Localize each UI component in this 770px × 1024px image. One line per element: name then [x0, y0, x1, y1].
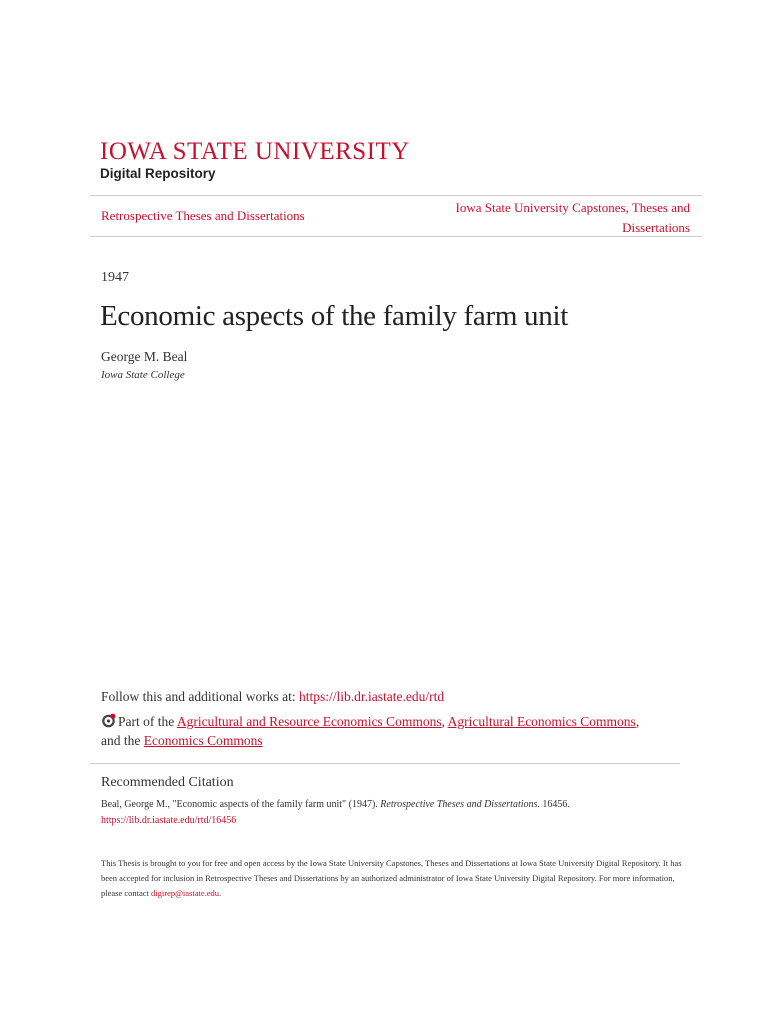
- author-institution: Iowa State College: [101, 369, 185, 381]
- part-of-separator-1: ,: [441, 714, 448, 729]
- header-bottom-rule: [90, 236, 702, 237]
- part-of-section: [101, 712, 681, 750]
- citation-block: [101, 797, 701, 829]
- logo-subtitle: Digital Repository: [100, 166, 216, 181]
- recommended-citation-heading: Recommended Citation: [101, 775, 234, 790]
- access-note-text: This Thesis is brought to you for free and open access by the Iowa State University Capstones, Theses and Dissertations at Iowa State University Digital Repository. It has been accepted for inclusion in Retrospective Theses and Dissertations by an authorized administrator of Iowa State University Digital Repository. For more information, please contact: [101, 858, 682, 898]
- citation-number: . 16456.: [537, 799, 570, 810]
- economics-commons-link[interactable]: Economics Commons: [143, 733, 263, 748]
- contact-email-link[interactable]: digirep@iastate.edu: [151, 888, 220, 898]
- follow-line: [101, 689, 444, 705]
- citation-top-rule: [90, 763, 680, 764]
- university-logo: [100, 138, 410, 181]
- agricultural-economics-commons-link[interactable]: Agricultural Economics Commons: [447, 714, 636, 729]
- network-commons-icon: [101, 713, 116, 728]
- capstones-theses-link[interactable]: Iowa State University Capstones, Theses and Dissertations: [455, 200, 690, 235]
- document-title: Economic aspects of the family farm unit: [100, 300, 568, 332]
- access-note: [101, 856, 691, 901]
- part-of-prefix: Part of the: [118, 714, 177, 729]
- publication-year: 1947: [101, 270, 129, 285]
- citation-url-link[interactable]: https://lib.dr.iastate.edu/rtd/16456: [101, 815, 237, 826]
- citation-text: Beal, George M., "Economic aspects of the family farm unit" (1947).: [101, 799, 381, 810]
- access-note-end: .: [219, 888, 222, 898]
- repository-url-link[interactable]: https://lib.dr.iastate.edu/rtd: [299, 689, 445, 704]
- part-of-and-the: and the: [101, 733, 144, 748]
- logo-title: IOWA STATE UNIVERSITY: [100, 138, 410, 165]
- retrospective-theses-link[interactable]: Retrospective Theses and Dissertations: [101, 208, 305, 223]
- agricultural-resource-economics-commons-link[interactable]: Agricultural and Resource Economics Commons: [176, 714, 442, 729]
- part-of-separator-2: ,: [635, 714, 640, 729]
- citation-series: Retrospective Theses and Dissertations: [380, 799, 538, 810]
- header-top-rule: [90, 195, 702, 196]
- author-name: George M. Beal: [101, 349, 188, 364]
- follow-prefix: Follow this and additional works at:: [101, 689, 299, 704]
